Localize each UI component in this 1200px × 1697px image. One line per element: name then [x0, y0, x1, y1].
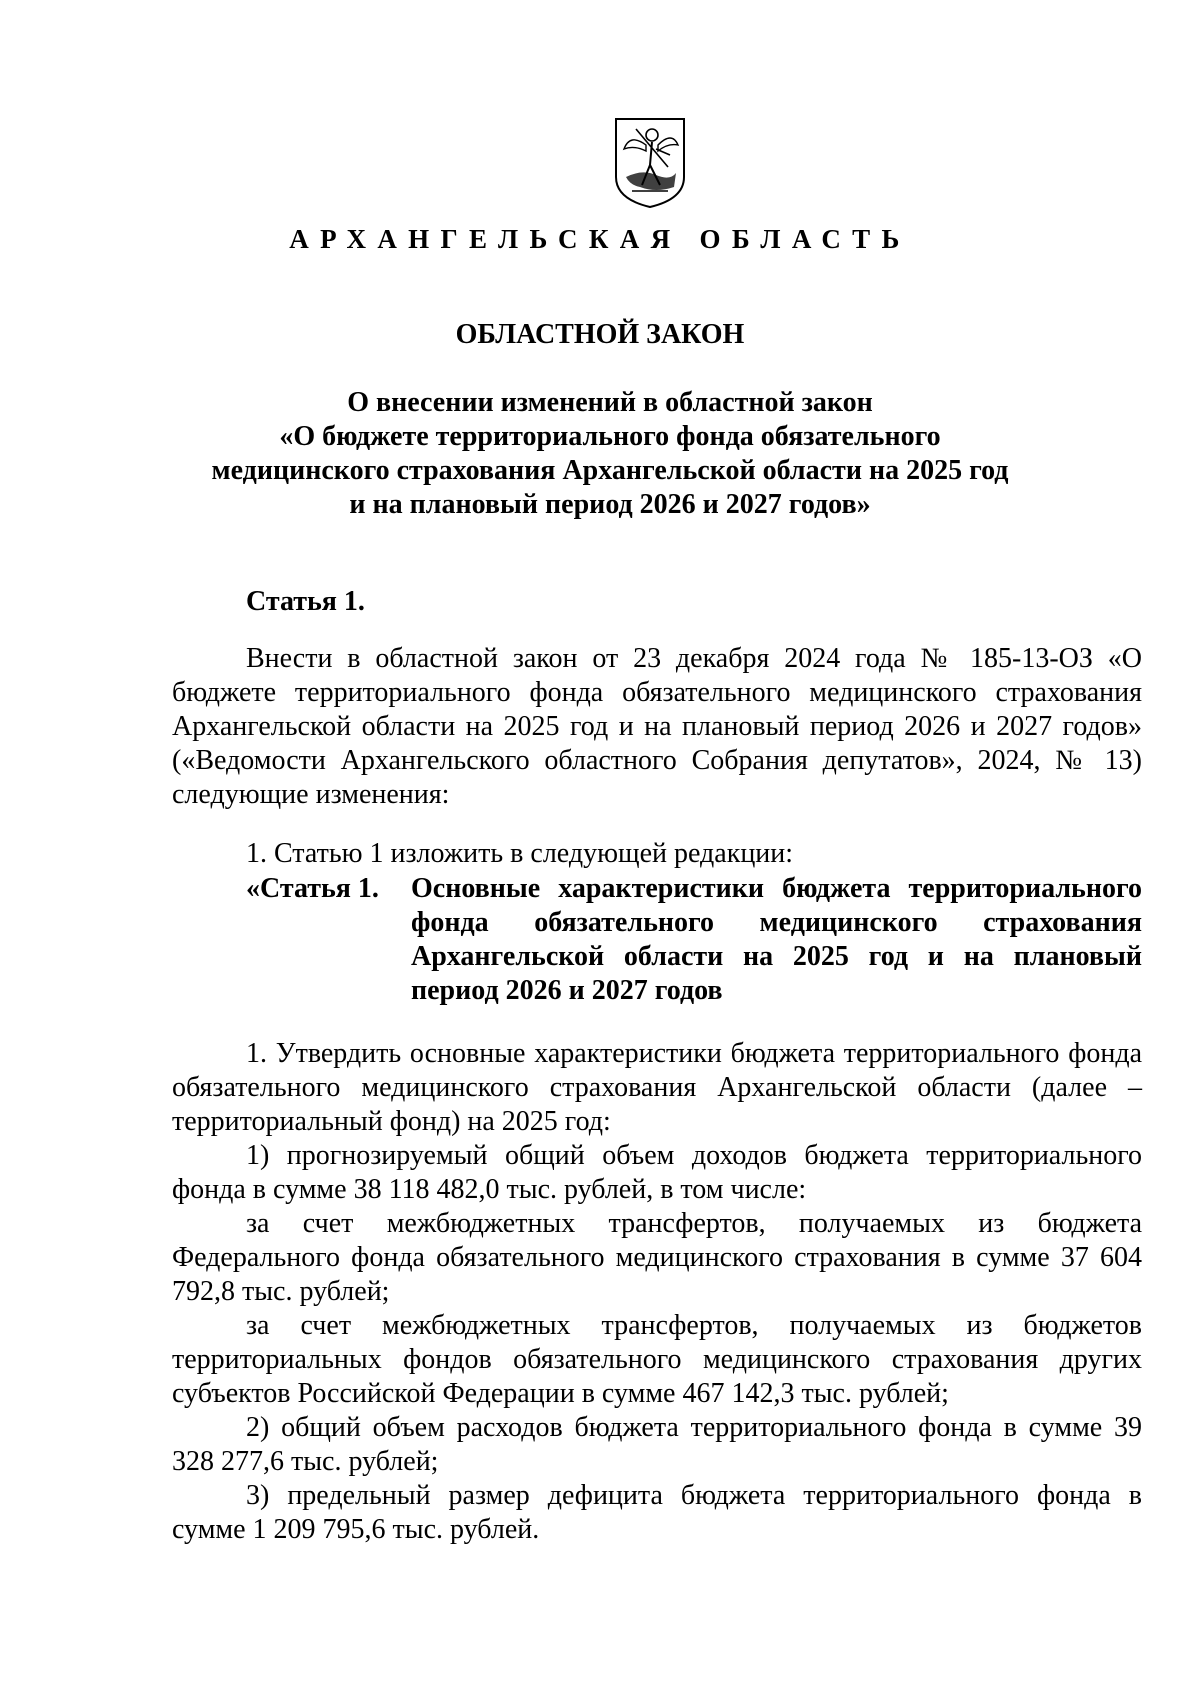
new-article-title: Основные характеристики бюджета территориального фонда обязательного медицинского страхования Архангельской области на 2025 год и на плановый период 2026 и 2027 годов: [411, 873, 1142, 1006]
law-title-line: «О бюджете территориального фонда обязательного: [279, 421, 941, 452]
body-paragraph: за счет межбюджетных трансфертов, получаемых из бюджета Федерального фонда обязательного медицинского страхования в сумме 37 604 792,8 тыс. рублей;: [172, 1208, 1142, 1307]
new-article-heading: [246, 872, 1142, 1008]
body-paragraph: 3) предельный размер дефицита бюджета территориального фонда в сумме 1 209 795,6 тыс. рублей.: [172, 1480, 1142, 1545]
amendment-item: 1. Статью 1 изложить в следующей редакции:: [246, 838, 794, 869]
intro-paragraph: Внести в областной закон от 23 декабря 2024 года № 185-13-ОЗ «О бюджете территориального фонда обязательного медицинского страхования Архангельской области на 2025 год и на плановый период 2026 и 2027 годов» («Ведомости Архангельского областного Собрания депутатов», 2024, № 13) следующие изменения:: [172, 643, 1142, 810]
law-title-line: и на плановый период 2026 и 2027 годов»: [349, 489, 871, 520]
body-paragraph: 2) общий объем расходов бюджета территориального фонда в сумме 39 328 277,6 тыс. рублей;: [172, 1412, 1142, 1477]
law-type-heading: ОБЛАСТНОЙ ЗАКОН: [455, 319, 745, 350]
intro-block: [172, 642, 1142, 812]
article-heading: Статья 1.: [246, 586, 365, 617]
body-paragraph: 1. Утвердить основные характеристики бюджета территориального фонда обязательного медицинского страхования Архангельской области (далее – территориальный фонд) на 2025 год:: [172, 1038, 1142, 1137]
article-body: [172, 1037, 1142, 1547]
law-title-line: медицинского страхования Архангельской области на 2025 год: [211, 455, 1009, 486]
law-title-line: О внесении изменений в областной закон: [347, 387, 873, 418]
law-title: [160, 386, 1060, 522]
new-article-label: «Статья 1.: [246, 873, 379, 904]
region-name: АРХАНГЕЛЬСКАЯ ОБЛАСТЬ: [289, 224, 911, 254]
body-paragraph: 1) прогнозируемый общий объем доходов бюджета территориального фонда в сумме 38 118 482,0 тыс. рублей, в том числе:: [172, 1140, 1142, 1205]
coat-of-arms-icon: [612, 115, 688, 210]
body-paragraph: за счет межбюджетных трансфертов, получаемых из бюджетов территориальных фондов обязательного медицинского страхования других субъектов Российской Федерации в сумме 467 142,3 тыс. рублей;: [172, 1310, 1142, 1409]
item1-block: [172, 837, 1142, 871]
